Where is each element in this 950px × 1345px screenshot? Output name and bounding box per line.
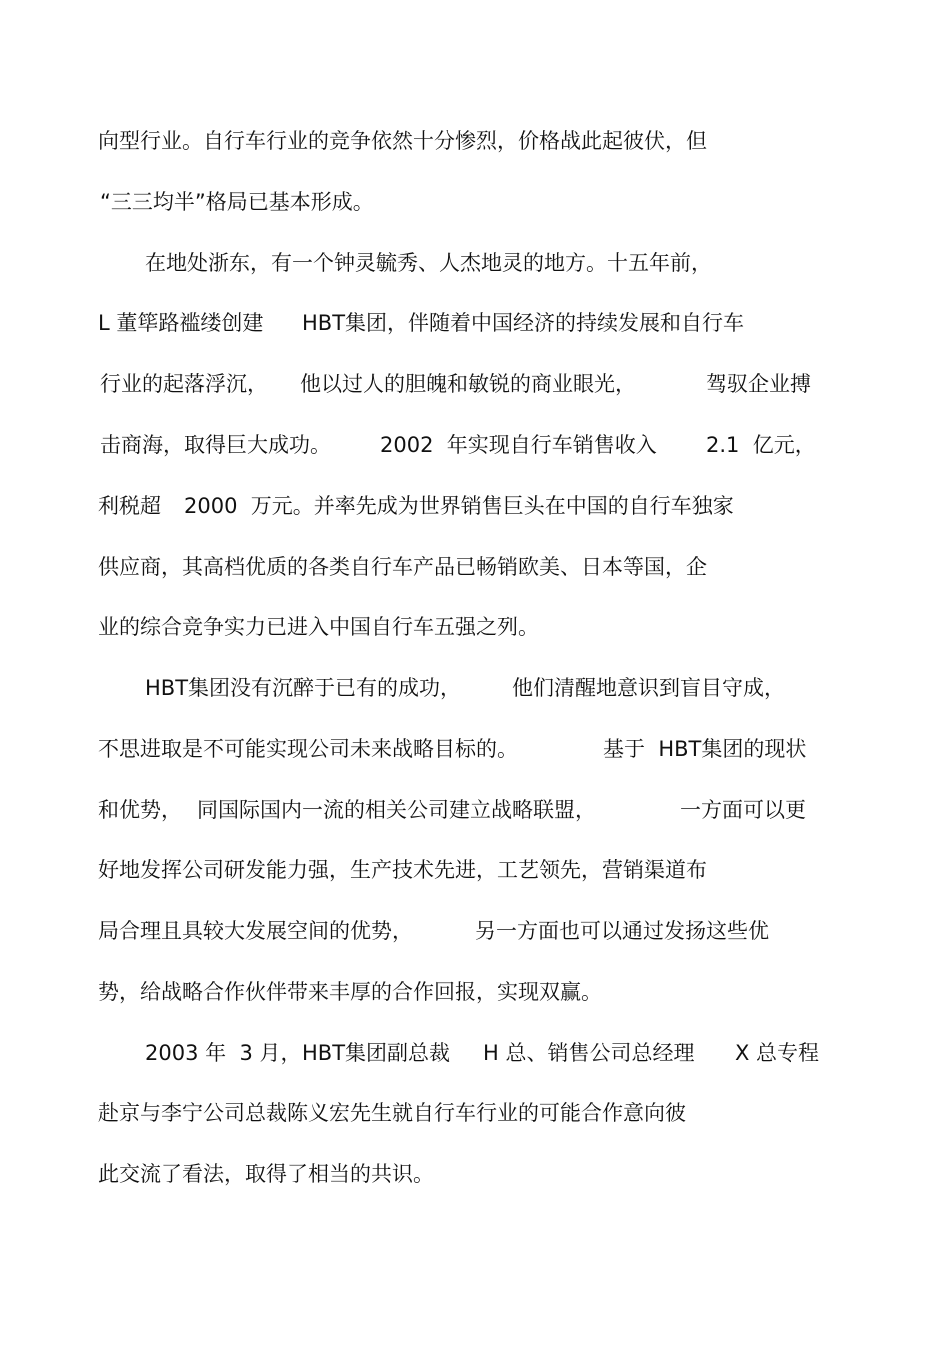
text-line — [0, 245, 950, 281]
text-segment: 此交流了看法，取得了相当的共识。 — [98, 1162, 434, 1186]
text-segment: 他们清醒地意识到盲目守成， — [512, 676, 785, 700]
text-line — [0, 974, 950, 1010]
text-segment: 局合理且具较大发展空间的优势， — [98, 919, 413, 943]
text-segment: 驾驭企业搏 — [706, 372, 811, 396]
text-line — [0, 670, 950, 706]
text-segment: HBT集团，伴随着中国经济的持续发展和自行车 — [302, 311, 745, 335]
text-segment: 2000 万元。并率先成为世界销售巨头在中国的自行车独家 — [184, 494, 734, 518]
text-segment: 同国际国内一流的相关公司建立战略联盟， — [197, 798, 596, 822]
text-segment: HBT集团没有沉醉于已有的成功， — [145, 676, 462, 700]
text-segment: X 总专程 — [735, 1041, 820, 1065]
text-segment: HBT集团副总裁 — [302, 1041, 451, 1065]
text-segment: 势，给战略合作伙伴带来丰厚的合作回报，实现双赢。 — [98, 980, 602, 1004]
text-segment: 击商海，取得巨大成功。 — [100, 433, 331, 457]
text-segment: 利税超 — [98, 494, 161, 518]
text-segment: 一方面可以更 — [680, 798, 806, 822]
text-segment: L 董筚路褴缕创建 — [98, 311, 264, 335]
text-line — [0, 123, 950, 159]
text-segment: 向型行业。自行车行业的竞争依然十分惨烈，价格战此起彼伏，但 — [98, 129, 707, 153]
text-segment: 和优势， — [98, 798, 182, 822]
text-segment: 供应商，其高档优质的各类自行车产品已畅销欧美、日本等国，企 — [98, 555, 707, 579]
text-line — [0, 1035, 950, 1071]
text-segment: 基于 HBT集团的现状 — [603, 737, 807, 761]
text-segment: 好地发挥公司研发能力强，生产技术先进，工艺领先，营销渠道布 — [98, 858, 707, 882]
text-line — [0, 549, 950, 585]
text-segment: 2003 年 3 月， — [145, 1041, 302, 1065]
text-segment: 业的综合竞争实力已进入中国自行车五强之列。 — [98, 615, 539, 639]
text-segment: 另一方面也可以通过发扬这些优 — [475, 919, 769, 943]
text-line — [0, 366, 950, 402]
text-line — [0, 305, 950, 341]
text-segment: 赴京与李宁公司总裁陈义宏先生就自行车行业的可能合作意向彼 — [98, 1101, 686, 1125]
text-segment: 不思进取是不可能实现公司未来战略目标的。 — [98, 737, 518, 761]
text-segment: 在地处浙东，有一个钟灵毓秀、人杰地灵的地方。十五年前， — [145, 251, 712, 275]
text-segment: “三三均半”格局已基本形成。 — [100, 190, 374, 214]
text-line — [0, 427, 950, 463]
text-line — [0, 609, 950, 645]
text-segment: 2002 年实现自行车销售收入 — [380, 433, 657, 457]
text-segment: 他以过人的胆魄和敏锐的商业眼光， — [300, 372, 636, 396]
text-line — [0, 913, 950, 949]
text-segment: 2.1 亿元， — [706, 433, 816, 457]
text-line — [0, 1156, 950, 1192]
text-line — [0, 731, 950, 767]
text-segment: 行业的起落浮沉， — [100, 372, 268, 396]
text-line — [0, 852, 950, 888]
text-line — [0, 488, 950, 524]
text-line — [0, 1095, 950, 1131]
text-line — [0, 184, 950, 220]
text-line — [0, 792, 950, 828]
text-segment: H 总、销售公司总经理 — [483, 1041, 695, 1065]
